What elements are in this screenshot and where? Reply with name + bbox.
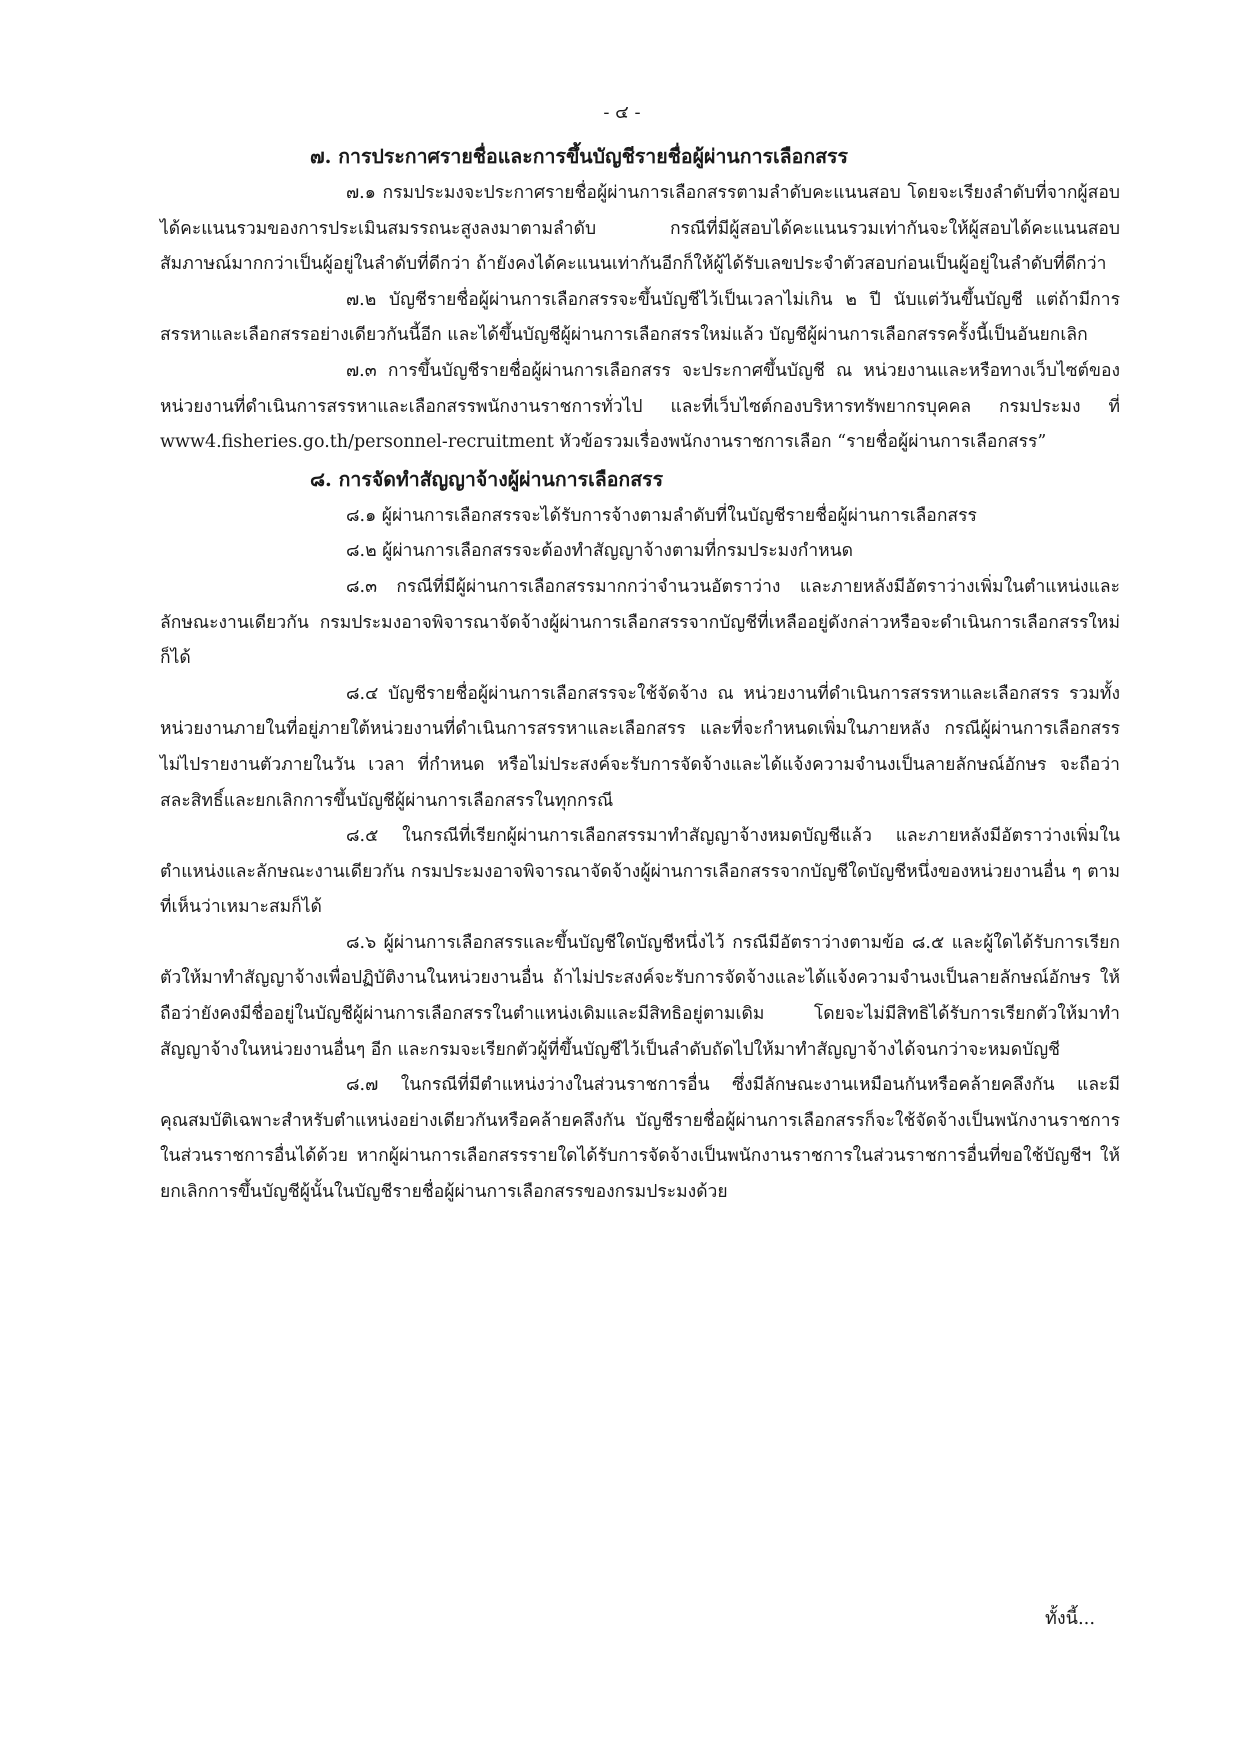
paragraph-7-2: ๗.๒ บัญชีรายชื่อผู้ผ่านการเลือกสรรจะขึ้นบัญชีไว้เป็นเวลาไม่เกิน ๒ ปี นับแต่วันขึ้นบัญชี แต่ถ้ามีการสรรหาและเลือกสรรอย่างเดียวกันนี้อีก และได้ขึ้นบัญชีผู้ผ่านการเลือกสรรใหม่แล้ว บัญชีผู้ผ่านการเลือกสรรครั้งนี้เป็นอันยกเลิก bbox=[160, 289, 1120, 346]
continuation-text: ทั้งนี้... bbox=[1045, 1608, 1096, 1629]
paragraph-8-1: ๘.๑ ผู้ผ่านการเลือกสรรจะได้รับการจ้างตามลำดับที่ในบัญชีรายชื่อผู้ผ่านการเลือกสรร bbox=[346, 505, 977, 526]
paragraph-8-2: ๘.๒ ผู้ผ่านการเลือกสรรจะต้องทำสัญญาจ้างตามที่กรมประมงกำหนด bbox=[346, 541, 854, 562]
paragraph-8-4: ๘.๔ บัญชีรายชื่อผู้ผ่านการเลือกสรรจะใช้จัดจ้าง ณ หน่วยงานที่ดำเนินการสรรหาและเลือกสรร รวมทั้งหน่วยงานภายในที่อยู่ภายใต้หน่วยงานที่ดำเนินการสรรหาและเลือกสรร และที่จะกำหนดเพิ่มในภายหลัง กรณีผู้ผ่านการเลือกสรรไม่ไปรายงานตัวภายในวัน เวลา ที่กำหนด หรือไม่ประสงค์จะรับการจัดจ้างและได้แจ้งความจำนงเป็นลายลักษณ์อักษร จะถือว่าสละสิทธิ์และยกเลิกการขึ้นบัญชีผู้ผ่านการเลือกสรรในทุกกรณี bbox=[160, 683, 1120, 811]
paragraph-7-1: ๗.๑ กรมประมงจะประกาศรายชื่อผู้ผ่านการเลือกสรรตามลำดับคะแนนสอบ โดยจะเรียงลำดับที่จากผู้สอบได้คะแนนรวมของการประเมินสมรรถนะสูงลงมาตามลำดับ กรณีที่มีผู้สอบได้คะแนนรวมเท่ากันจะให้ผู้สอบได้คะแนนสอบสัมภาษณ์มากกว่าเป็นผู้อยู่ในลำดับที่ดีกว่า ถ้ายังคงได้คะแนนเท่ากันอีกก็ให้ผู้ได้รับเลขประจำตัวสอบก่อนเป็นผู้อยู่ในลำดับที่ดีกว่า bbox=[160, 183, 1120, 275]
section-8-title: ๘. การจัดทำสัญญาจ้างผู้ผ่านการเลือกสรร bbox=[310, 467, 664, 491]
page-number: - ๔ - bbox=[603, 102, 641, 123]
document-body bbox=[160, 138, 1120, 1211]
section-7-title: ๗. การประกาศรายชื่อและการขึ้นบัญชีรายชื่อผู้ผ่านการเลือกสรร bbox=[310, 145, 848, 168]
paragraph-8-5: ๘.๕ ในกรณีที่เรียกผู้ผ่านการเลือกสรรมาทำสัญญาจ้างหมดบัญชีแล้ว และภายหลังมีอัตราว่างเพิ่มในตำแหน่งและลักษณะงานเดียวกัน กรมประมงอาจพิจารณาจัดจ้างผู้ผ่านการเลือกสรรจากบัญชีใดบัญชีหนึ่งของหน่วยงานอื่น ๆ ตามที่เห็นว่าเหมาะสมก็ได้ bbox=[160, 826, 1120, 918]
paragraph-8-6: ๘.๖ ผู้ผ่านการเลือกสรรและขึ้นบัญชีใดบัญชีหนึ่งไว้ กรณีมีอัตราว่างตามข้อ ๘.๕ และผู้ใดได้รับการเรียกตัวให้มาทำสัญญาจ้างเพื่อปฏิบัติงานในหน่วยงานอื่น ถ้าไม่ประสงค์จะรับการจัดจ้างและได้แจ้งความจำนงเป็นลายลักษณ์อักษร ให้ถือว่ายังคงมีชื่ออยู่ในบัญชีผู้ผ่านการเลือกสรรในตำแหน่งเดิมและมีสิทธิอยู่ตามเดิม โดยจะไม่มีสิทธิได้รับการเรียกตัวให้มาทำสัญญาจ้างในหน่วยงานอื่นๆ อีก และกรมจะเรียกตัวผู้ที่ขึ้นบัญชีไว้เป็นลำดับถัดไปให้มาทำสัญญาจ้างได้จนกว่าจะหมดบัญชี bbox=[160, 932, 1120, 1060]
paragraph-8-7: ๘.๗ ในกรณีที่มีตำแหน่งว่างในส่วนราชการอื่น ซึ่งมีลักษณะงานเหมือนกันหรือคล้ายคลึงกัน และมีคุณสมบัติเฉพาะสำหรับตำแหน่งอย่างเดียวกันหรือคล้ายคลึงกัน บัญชีรายชื่อผู้ผ่านการเลือกสรรก็จะใช้จัดจ้างเป็นพนักงานราชการในส่วนราชการอื่นได้ด้วย หากผู้ผ่านการเลือกสรรรายใดได้รับการจัดจ้างเป็นพนักงานราชการในส่วนราชการอื่นที่ขอใช้บัญชีฯ ให้ยกเลิกการขึ้นบัญชีผู้นั้นในบัญชีรายชื่อผู้ผ่านการเลือกสรรของกรมประมงด้วย bbox=[160, 1075, 1120, 1203]
paragraph-7-3: ๗.๓ การขึ้นบัญชีรายชื่อผู้ผ่านการเลือกสรร จะประกาศขึ้นบัญชี ณ หน่วยงานและหรือทางเว็บไซต์ของหน่วยงานที่ดำเนินการสรรหาและเลือกสรรพนักงานราชการทั่วไป และที่เว็บไซต์กองบริหารทรัพยากรบุคคล กรมประมง ที่ www4.fisheries.go.th/personnel-recruitment หัวข้อรวมเรื่องพนักงานราชการเลือก “รายชื่อผู้ผ่านการเลือกสรร” bbox=[160, 360, 1120, 453]
paragraph-8-3: ๘.๓ กรณีที่มีผู้ผ่านการเลือกสรรมากกว่าจำนวนอัตราว่าง และภายหลังมีอัตราว่างเพิ่มในตำแหน่งและลักษณะงานเดียวกัน กรมประมงอาจพิจารณาจัดจ้างผู้ผ่านการเลือกสรรจากบัญชีที่เหลืออยู่ดังกล่าวหรือจะดำเนินการเลือกสรรใหม่ก็ได้ bbox=[160, 576, 1120, 669]
